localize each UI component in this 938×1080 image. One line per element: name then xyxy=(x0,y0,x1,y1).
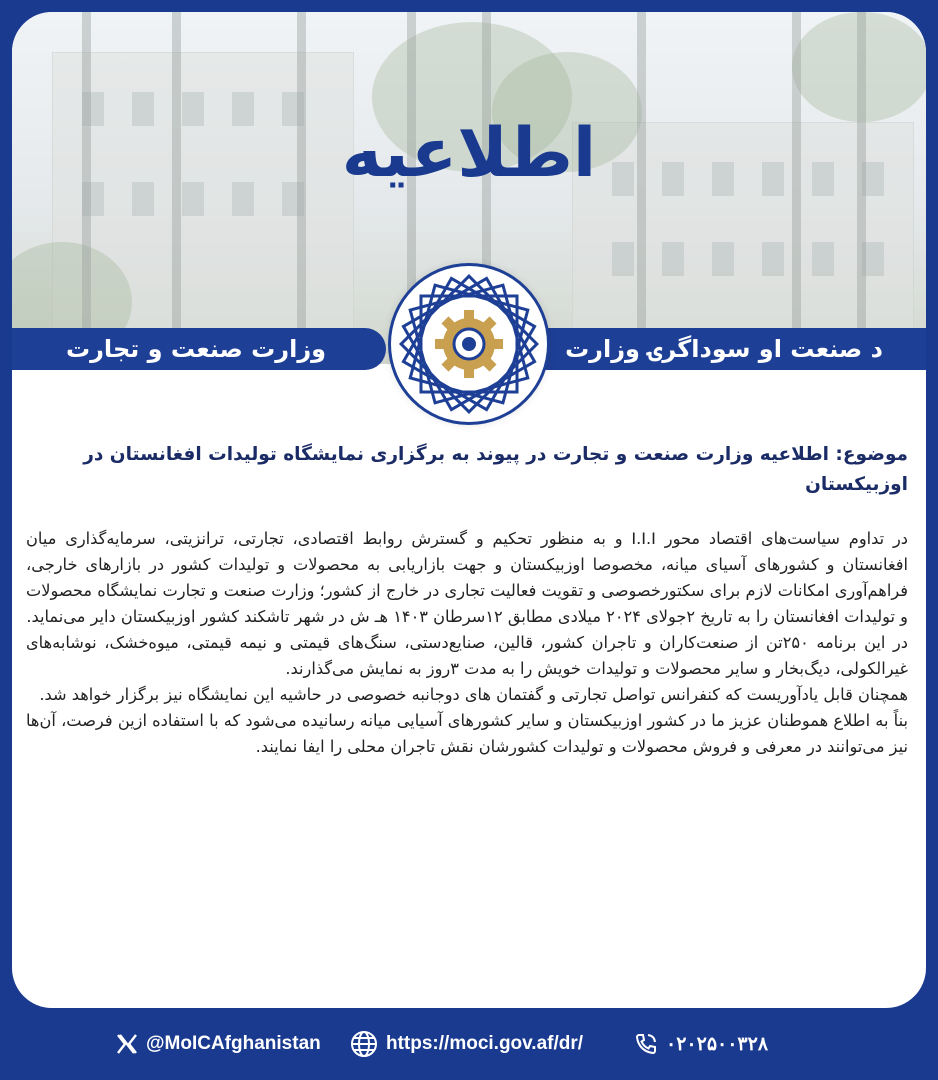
x-handle: @MoICAfghanistan xyxy=(146,1033,321,1054)
ministry-band-dari: وزارت صنعت و تجارت xyxy=(12,328,386,370)
x-logo-icon xyxy=(116,1033,138,1055)
website-link[interactable] xyxy=(350,1022,583,1066)
body-paragraph: در این برنامه ۲۵۰تن از صنعت‌کاران و تاجران کشور، قالین، صنایع‌دستی، سنگ‌های قیمتی و نیمه قیمتی، میوه‌خشک، نوشابه‌های غیرالکولی، دیگ‌بخار و سایر محصولات و تولیدات خویش را به مدت ۳روز به نمایش می‌گذارند. xyxy=(26,633,908,678)
globe-icon xyxy=(350,1030,378,1058)
notice-card xyxy=(12,12,926,1008)
notice-subject: موضوع: اطلاعیه وزارت صنعت و تجارت در پیوند به برگزاری نمایشگاه تولیدات افغانستان در اوزبیکستان xyxy=(83,444,908,495)
ministry-band-pashto xyxy=(526,328,926,370)
phone-link[interactable] xyxy=(634,1022,768,1066)
website-url: https://moci.gov.af/dr/ xyxy=(386,1033,584,1054)
phone-number: ۰۲۰۲۵۰۰۳۲۸ xyxy=(666,1033,769,1055)
contact-footer xyxy=(0,1022,938,1066)
notice-body xyxy=(26,526,908,760)
x-account-link[interactable] xyxy=(116,1022,321,1066)
body-paragraph: بناً به اطلاع هموطنان عزیز ما در کشور اوزبیکستان و سایر کشورهای آسیایی میانه رسانیده می‌شود که با استفاده ازین فرصت، آن‌ها نیز می‌توانند در معرفی و فروش محصولات و تولیدات کشورشان نقش تاجران محلی را ایفا نمایند. xyxy=(26,711,908,756)
body-paragraph: در تداوم سیاست‌های اقتصاد محور I.I.I و به منظور تحکیم و گسترش روابط اقتصادی، تجارتی، ترانزیتی، سرمایه‌گذاری میان افغانستان و کشورهای آسیای میانه، مخصوصا اوزبیکستان و جهت بازاریابی به محصولات و تولیدات کشور در بازارهای خارجی، فراهم‌آوری امکانات لازم برای سکتورخصوصی و تقویت فعالیت تجاری در خارج از کشور؛ وزارت صنعت و تجارت نمایشگاه محصولات و تولیدات افغانستان را به تاریخ ۲جولای ۲۰۲۴ میلادی مطابق ۱۲سرطان ۱۴۰۳ هـ ش در شهر تاشکند کشور اوزبیکستان دایر می‌نماید. xyxy=(26,529,908,626)
page-title: اطلاعیه xyxy=(341,114,597,193)
phone-icon xyxy=(634,1032,658,1056)
ministry-emblem-icon xyxy=(391,266,547,422)
ministry-band-pashto-label: د صنعت او سوداگرۍ وزارت xyxy=(565,335,883,363)
body-paragraph: همچنان قابل یادآوریست که کنفرانس تواصل تجارتی و گفتمان های دوجانبه خصوصی در حاشیه این نمایشگاه نیز برگزار خواهد شد. xyxy=(39,685,908,704)
